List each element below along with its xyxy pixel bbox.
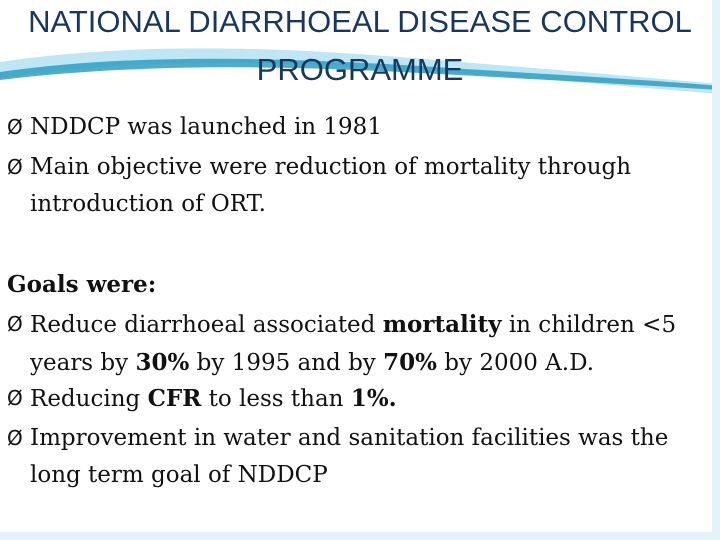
bullet-text: Improvement in water and sanitation facilities was the long term goal of NDDCP bbox=[30, 425, 669, 488]
bullet-launch bbox=[7, 109, 712, 146]
goals-heading: Goals were: bbox=[7, 271, 157, 298]
slide-title-line1: NATIONAL DIARRHOEAL DISEASE CONTROL bbox=[28, 4, 692, 39]
bullet-goal-sanitation bbox=[7, 420, 712, 494]
bullet-goal-mortality bbox=[7, 306, 712, 382]
bullet-arrow-icon: Ø bbox=[7, 426, 23, 450]
bullet-arrow-icon: Ø bbox=[7, 312, 23, 336]
bullet-text: Main objective were reduction of mortality through introduction of ORT. bbox=[30, 154, 632, 217]
bullet-arrow-icon: Ø bbox=[7, 115, 23, 139]
bullet-text: Reducing CFR to less than 1%. bbox=[30, 385, 397, 412]
bullet-text: NDDCP was launched in 1981 bbox=[30, 114, 382, 140]
bullet-arrow-icon: Ø bbox=[7, 155, 23, 179]
slide-title-line2: PROGRAMME bbox=[256, 52, 464, 87]
bullet-arrow-icon: Ø bbox=[7, 386, 23, 410]
bullet-goal-cfr bbox=[7, 380, 712, 418]
bullet-text: Reduce diarrhoeal associated mortality in children <5 years by 30% by 1995 and by 70% by 2000 A.D. bbox=[30, 311, 677, 376]
bullet-objective bbox=[7, 149, 712, 223]
bottom-edge-decoration bbox=[0, 532, 720, 540]
